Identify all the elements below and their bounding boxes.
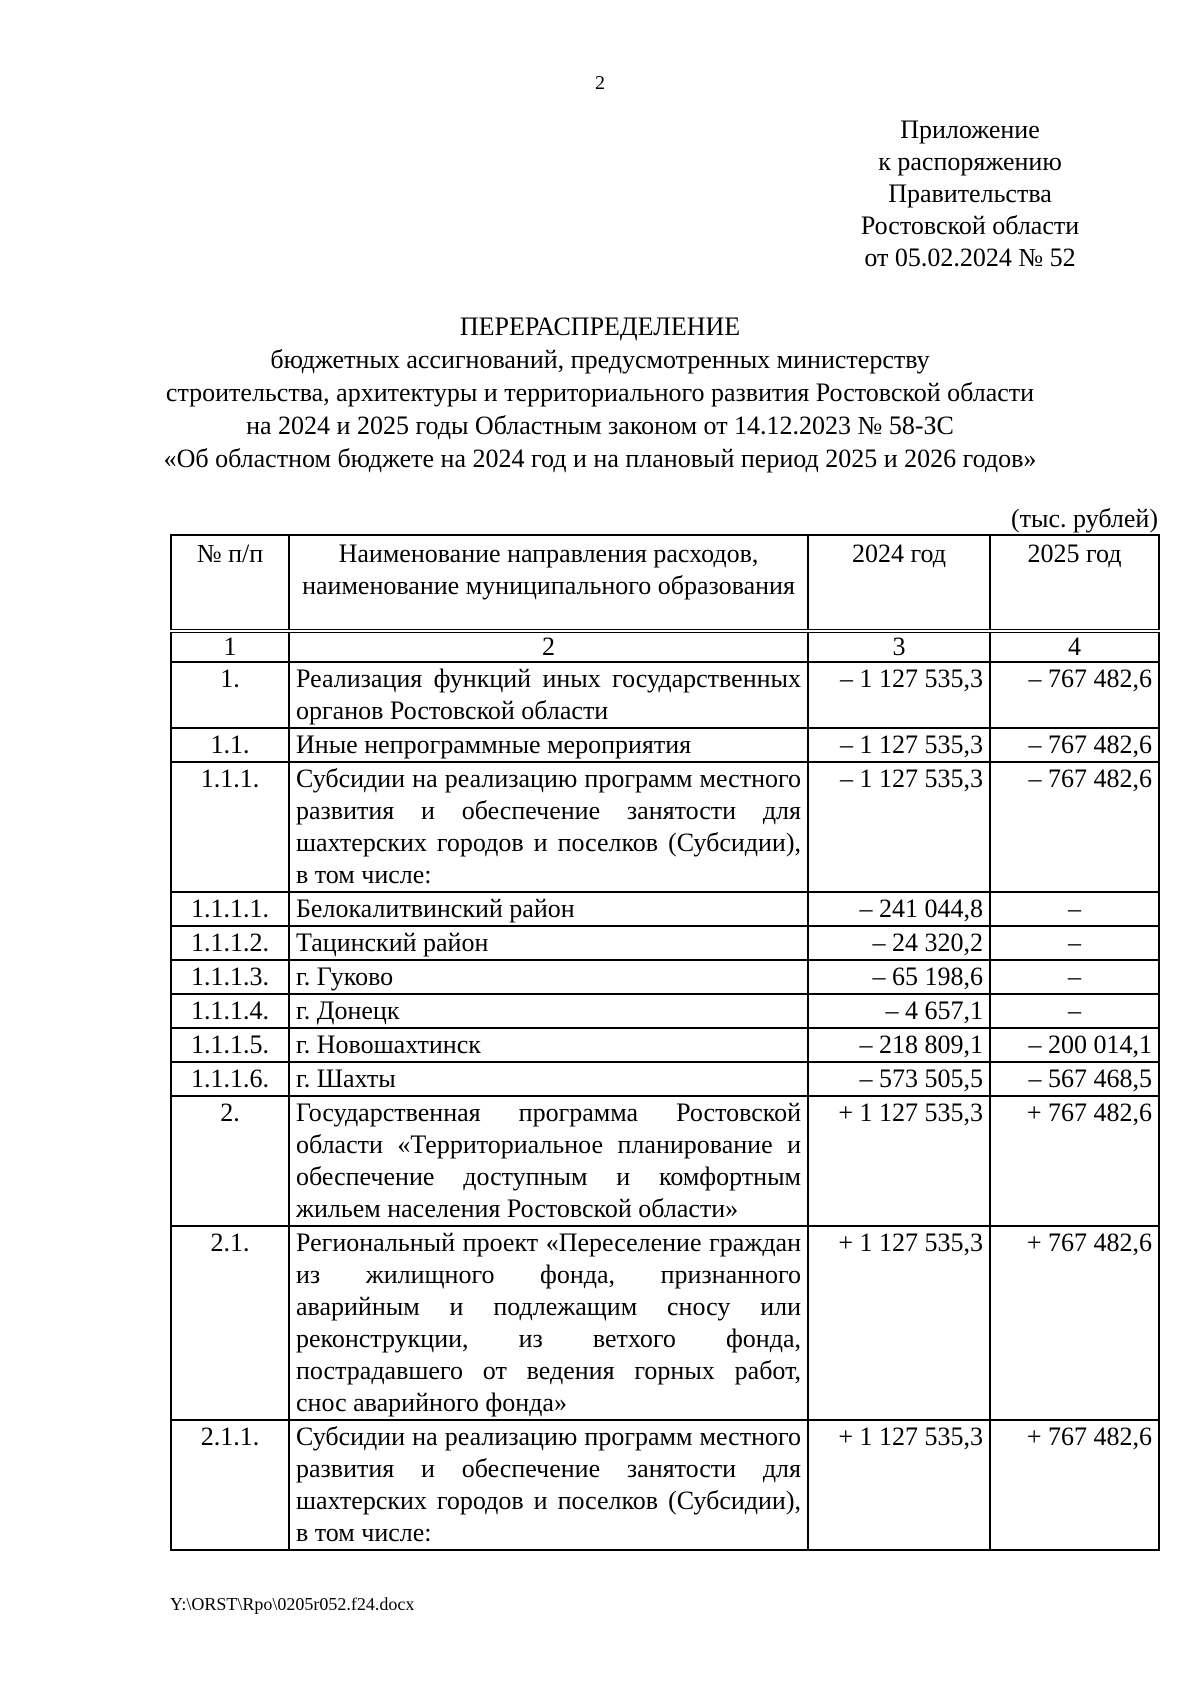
approval-line: к распоряжению: [878, 147, 1062, 176]
table-row: [171, 762, 1159, 892]
units-label: (тыс. рублей): [1010, 504, 1158, 533]
table-row: [171, 1028, 1159, 1062]
table-row: [171, 892, 1159, 926]
row-name: г. Шахты: [289, 1062, 808, 1096]
row-value-2025: – 767 482,6: [990, 662, 1159, 728]
column-number: 3: [808, 631, 990, 662]
row-value-2024: + 1 127 535,3: [808, 1226, 990, 1420]
row-value-2025: – 200 014,1: [990, 1028, 1159, 1062]
row-number: 1.1.: [171, 728, 289, 762]
approval-line: от 05.02.2024 № 52: [864, 243, 1076, 272]
row-value-2024: – 218 809,1: [808, 1028, 990, 1062]
row-number: 1.1.1.: [171, 762, 289, 892]
row-value-2025: + 767 482,6: [990, 1226, 1159, 1420]
row-value-2024: – 65 198,6: [808, 960, 990, 994]
row-number: 2.1.1.: [171, 1420, 289, 1550]
row-name: Реализация функций иных государственных органов Ростовской области: [289, 662, 808, 728]
row-name: Государственная программа Ростовской области «Территориальное планирование и обеспечение доступным и комфортным жильем населения Ростовской области»: [289, 1096, 808, 1226]
row-number: 1.1.1.1.: [171, 892, 289, 926]
row-value-2024: – 573 505,5: [808, 1062, 990, 1096]
table-row: [171, 960, 1159, 994]
row-name: Иные непрограммные мероприятия: [289, 728, 808, 762]
column-number-row: [171, 631, 1159, 662]
row-value-2024: + 1 127 535,3: [808, 1096, 990, 1226]
row-value-2024: – 1 127 535,3: [808, 662, 990, 728]
row-value-2024: – 1 127 535,3: [808, 728, 990, 762]
table-row: [171, 1096, 1159, 1226]
column-number: 1: [171, 631, 289, 662]
row-value-2025: – 767 482,6: [990, 728, 1159, 762]
header-2024: 2024 год: [808, 535, 990, 631]
title-heading: ПЕРЕРАСПРЕДЕЛЕНИЕ: [459, 312, 741, 341]
header-name: Наименование направления расходов, наименование муниципального образования: [289, 535, 808, 631]
row-value-2024: – 241 044,8: [808, 892, 990, 926]
title-line: на 2024 и 2025 годы Областным законом от 14.12.2023 № 58-ЗС: [246, 411, 954, 440]
table-row: [171, 1420, 1159, 1550]
row-number: 1.1.1.4.: [171, 994, 289, 1028]
row-number: 1.1.1.6.: [171, 1062, 289, 1096]
row-number: 1.1.1.3.: [171, 960, 289, 994]
approval-block: [800, 114, 1140, 274]
table-row: [171, 994, 1159, 1028]
row-name: Субсидии на реализацию программ местного развития и обеспечение занятости для шахтерских городов и поселков (Субсидии), в том числе:: [289, 1420, 808, 1550]
row-value-2024: – 1 127 535,3: [808, 762, 990, 892]
file-path-footer: Y:\ORST\Rpo\0205r052.f24.docx: [170, 1594, 415, 1614]
table-row: [171, 1062, 1159, 1096]
row-value-2025: –: [990, 892, 1159, 926]
header-num: № п/п: [171, 535, 289, 631]
row-number: 1.: [171, 662, 289, 728]
row-value-2025: –: [990, 960, 1159, 994]
approval-line: Ростовской области: [860, 211, 1080, 240]
allocation-table: [170, 534, 1160, 1551]
title-line: «Об областном бюджете на 2024 год и на плановый период 2025 и 2026 годов»: [163, 444, 1037, 473]
row-number: 2.1.: [171, 1226, 289, 1420]
row-value-2024: – 4 657,1: [808, 994, 990, 1028]
page-number: 2: [595, 72, 605, 94]
row-name: г. Новошахтинск: [289, 1028, 808, 1062]
row-value-2025: + 767 482,6: [990, 1096, 1159, 1226]
row-number: 1.1.1.5.: [171, 1028, 289, 1062]
row-name: г. Донецк: [289, 994, 808, 1028]
approval-line: Приложение: [900, 115, 1040, 144]
row-name: Белокалитвинский район: [289, 892, 808, 926]
row-name: Региональный проект «Переселение граждан из жилищного фонда, признанного аварийным и подлежащим сносу или реконструкции, из ветхого фонда, пострадавшего от ведения горных работ, снос аварийного фонда»: [289, 1226, 808, 1420]
row-value-2025: –: [990, 994, 1159, 1028]
row-value-2024: + 1 127 535,3: [808, 1420, 990, 1550]
table-header-row: [171, 535, 1159, 631]
column-number: 4: [990, 631, 1159, 662]
row-value-2025: + 767 482,6: [990, 1420, 1159, 1550]
title-line: строительства, архитектуры и территориального развития Ростовской области: [165, 378, 1035, 407]
table-row: [171, 728, 1159, 762]
row-name: Тацинский район: [289, 926, 808, 960]
header-2025: 2025 год: [990, 535, 1159, 631]
row-value-2025: – 567 468,5: [990, 1062, 1159, 1096]
row-number: 2.: [171, 1096, 289, 1226]
document-title: [100, 310, 1100, 475]
column-number: 2: [289, 631, 808, 662]
row-value-2025: – 767 482,6: [990, 762, 1159, 892]
approval-line: Правительства: [888, 179, 1052, 208]
table-row: [171, 662, 1159, 728]
row-value-2024: – 24 320,2: [808, 926, 990, 960]
table-row: [171, 1226, 1159, 1420]
table-row: [171, 926, 1159, 960]
title-line: бюджетных ассигнований, предусмотренных министерству: [270, 345, 930, 374]
row-number: 1.1.1.2.: [171, 926, 289, 960]
row-value-2025: –: [990, 926, 1159, 960]
row-name: Субсидии на реализацию программ местного развития и обеспечение занятости для шахтерских городов и поселков (Субсидии), в том числе:: [289, 762, 808, 892]
row-name: г. Гуково: [289, 960, 808, 994]
